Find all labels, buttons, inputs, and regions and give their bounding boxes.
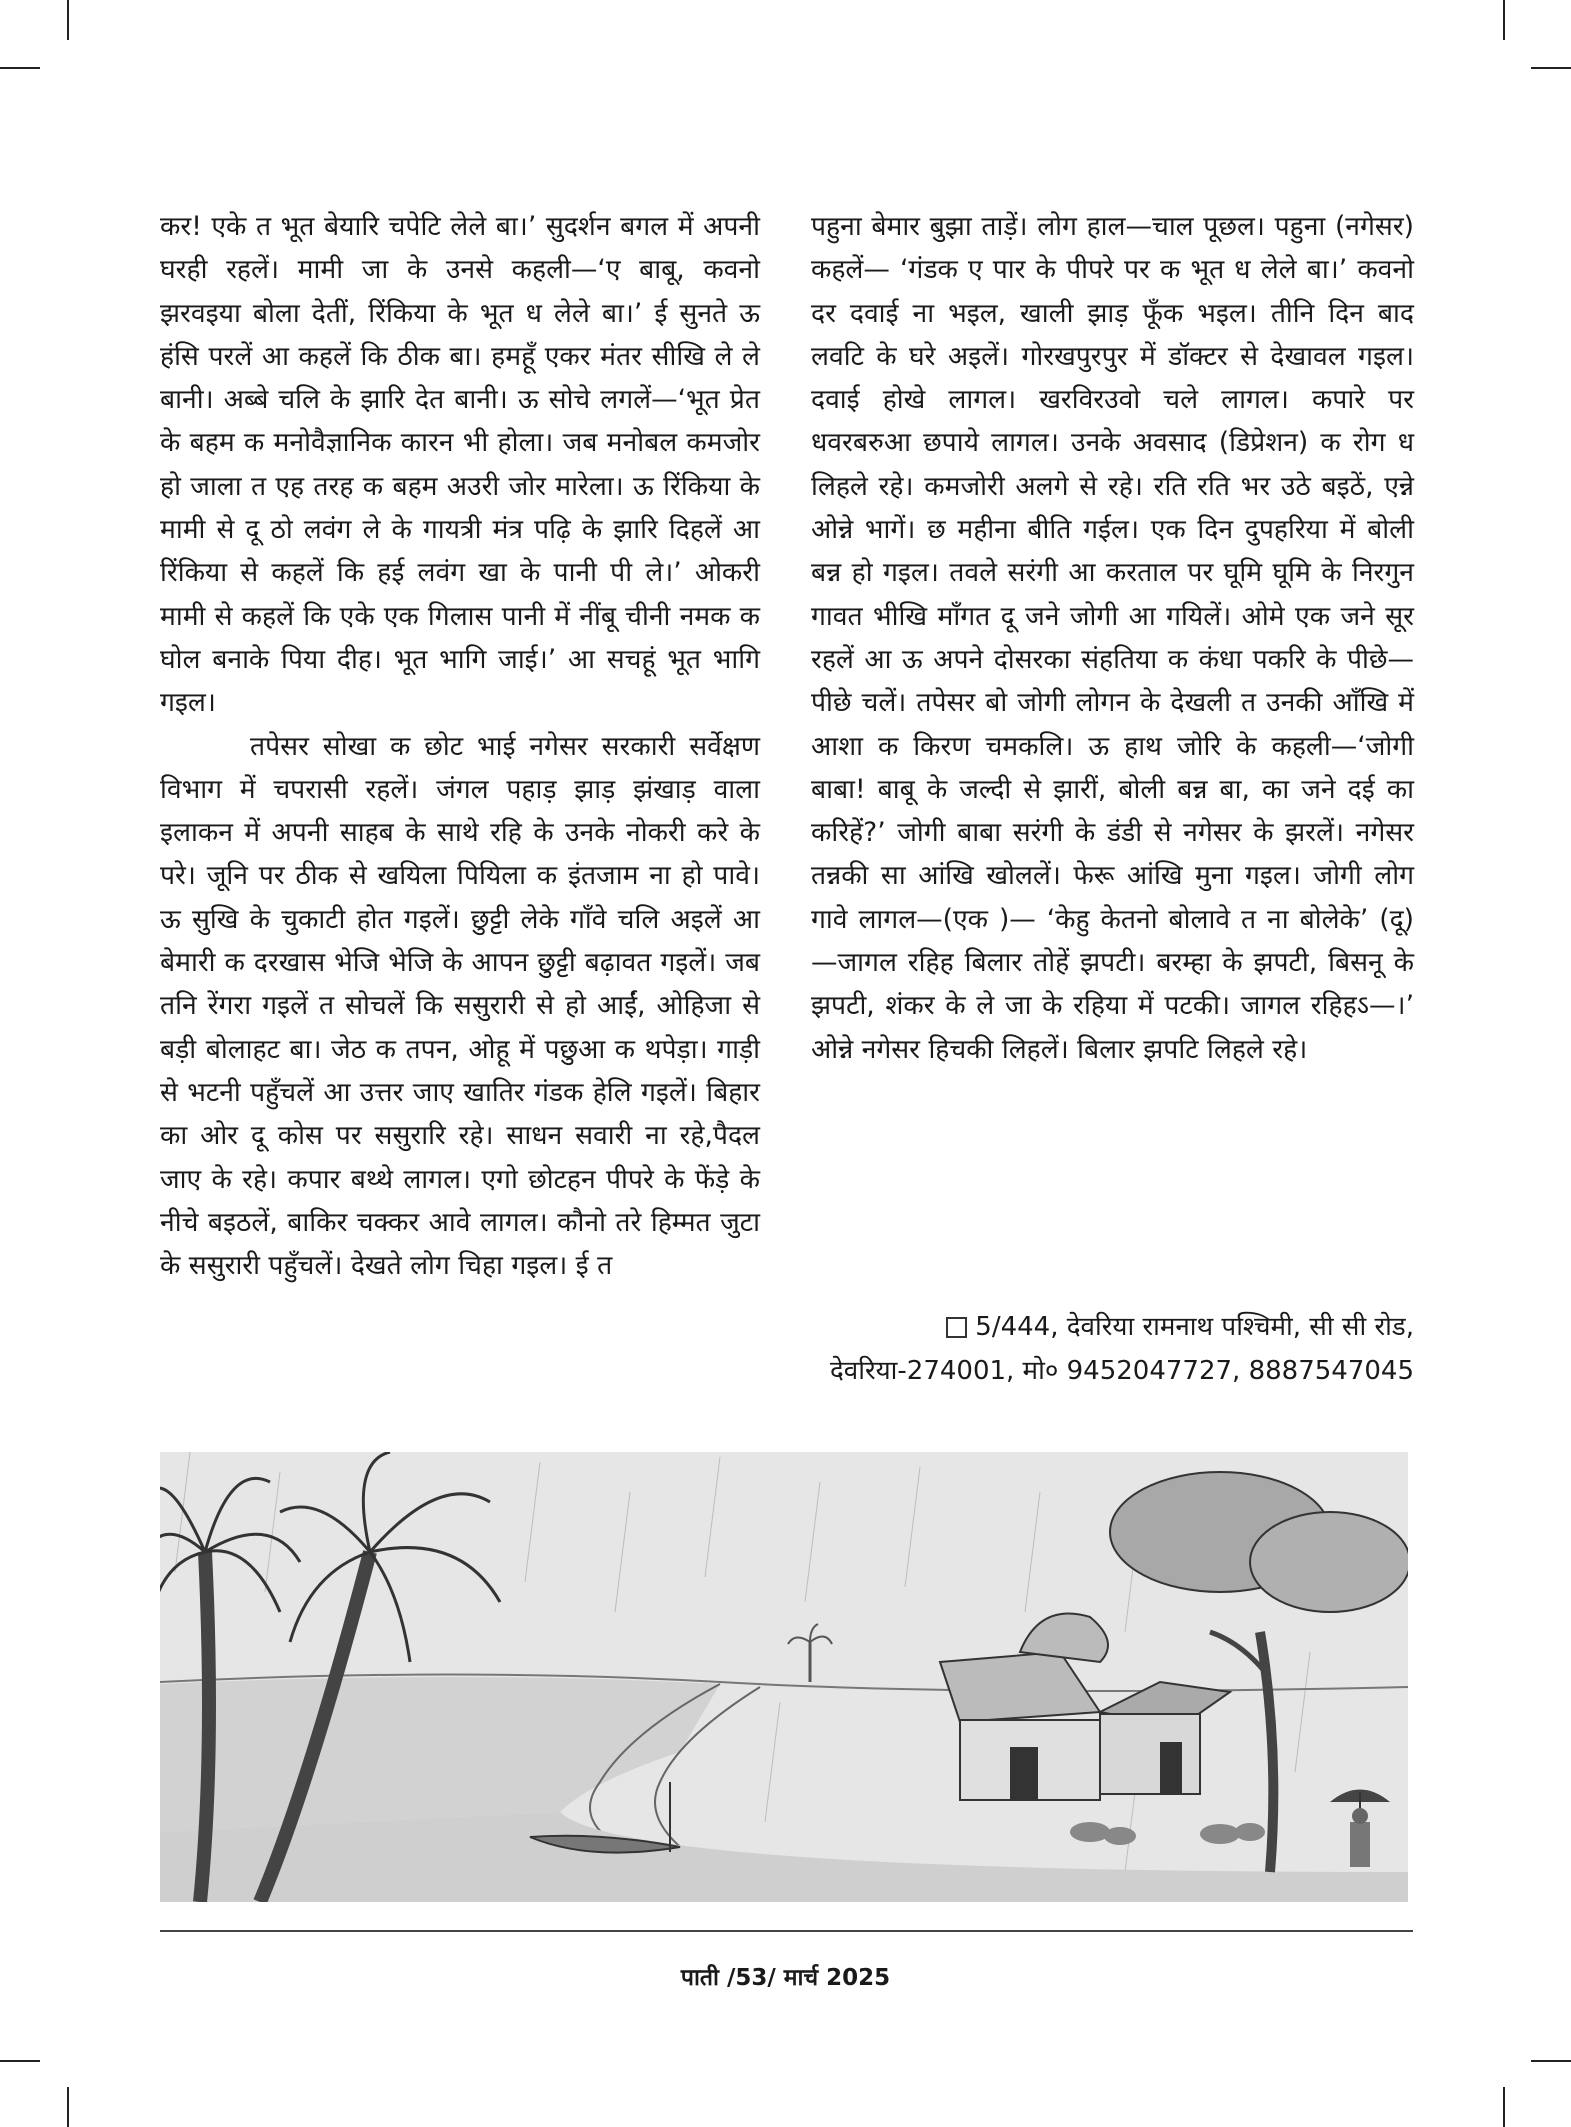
left-column <box>160 205 760 1287</box>
crop-mark <box>1503 0 1505 40</box>
paragraph: कर! एके त भूत बेयारि चपेटि लेले बा।’ सुदर्शन बगल में अपनी घरही रहलें। मामी जा के उनसे कहली—‘ए बाबू, कवनो झरवइया बोला देतीं, रिंकिया के भूत ध लेले बा।’ ई सुनते ऊ हंसि परलें आ कहलें कि ठीक बा। हमहूँ एकर मंतर सीखि ले ले बानी। अब्बे चलि के झारि देत बानी। ऊ सोचे लगलें—‘भूत प्रेत के बहम क मनोवैज्ञानिक कारन भी होला। जब मनोबल कमजोर हो जाला त एह तरह क बहम अउरी जोर मारेला। ऊ रिंकिया के मामी से दू ठो लवंग ले के गायत्री मंत्र पढ़ि के झारि दिहलें आ रिंकिया से कहलें कि हई लवंग खा के पानी पी ले।’ ओकरी मामी से कहलें कि एके एक गिलास पानी में नींबू चीनी नमक क घोल बनाके पिया दीह। भूत भागि जाई।’ आ सचहूं भूत भागि गइल। <box>160 211 760 719</box>
paragraph: तपेसर सोखा क छोट भाई नगेसर सरकारी सर्वेक्षण विभाग में चपरासी रहलें। जंगल पहाड़ झाड़ झंखाड़ वाला इलाकन में अपनी साहब के साथे रहि के उनके नोकरी करे के परे। जूनि पर ठीक से खयिला पियिला क इंतजाम ना हो पावे। ऊ सुखि के चुकाटी होत गइलें। छुट्टी लेके गाँवे चलि अइलें आ बेमारी क दरखास भेजि भेजि के आपन छुट्टी बढ़ावत गइलें। जब तनि रेंगरा गइलें त सोचलें कि ससुरारी से हो आईं, ओहिजा से बड़ी बोलाहट बा। जेठ क तपन, ओहू में पछुआ क थपेड़ा। गाड़ी से भटनी पहुँचलें आ उत्तर जाए खातिर गंडक हेलि गइलें। बिहार का ओर दू कोस पर ससुरारि रहे। साधन सवारी ना रहे,पैदल जाए के रहे। कपार बथ्थे लागल। एगो छोटहन पीपरे के फेंड़े के नीचे बइठलें, बाकिर चक्कर आवे लागल। कौनो तरे हिम्मत जुटा के ससुरारी पहुँचलें। देखते लोग चिहा गइल। ई त <box>160 730 760 1282</box>
pencil-sketch-illustration <box>160 1452 1408 1902</box>
crop-mark <box>1531 2060 1571 2062</box>
address-text: 5/444, देवरिया रामनाथ पश्चिमी, सी सी रोड, देवरिया-274001, मो० 9452047727, 8887547045 <box>829 1312 1414 1386</box>
paragraph: पहुना बेमार बुझा ताड़ें। लोग हाल—चाल पूछल। पहुना (नगेसर) कहलें— ‘गंडक ए पार के पीपरे पर क भूत ध लेले बा।’ कवनो दर दवाई ना भइल, खाली झाड़ फूँक भइल। तीनि दिन बाद लवटि के घरे अइलें। गोरखपुरपुर में डॉक्टर से देखावल गइल। दवाई होखे लागल। खरविरउवो चले लागल। कपारे पर धवरबरुआ छपाये लागल। उनके अवसाद (डिप्रेशन) क रोग ध लिहले रहे। कमजोरी अलगे से रहे। रति रति भर उठे बइठें, एन्ने ओन्ने भागें। छ महीना बीति गईल। एक दिन दुपहरिया में बोली बन्न हो गइल। तवले सरंगी आ करताल पर घूमि घूमि के निरगुन गावत भीखि माँगत दू जने जोगी आ गयिलें। ओमे एक जने सूर रहलें आ ऊ अपने दोसरका संहतिया क कंधा पकरि के पीछे—पीछे चलें। तपेसर बो जोगी लोगन के देखली त उनकी आँखि में आशा क किरण चमकलि। ऊ हाथ जोरि के कहली—‘जोगी बाबा! बाबू के जल्दी से झारीं, बोली बन्न बा, का जने दई का करिहें?’ जोगी बाबा सरंगी के डंडी से नगेसर के झरलें। नगेसर तन्नकी सा आंखि खोललें। फेरू आंखि मुना गइल। जोगी लोग गावे लागल—(एक )— ‘केहु केतनो बोलावे त ना बोलेके’ (दू)—जागल रहिह बिलार तोहें झपटी। बरम्हा के झपटी, बिसनू के झपटी, शंकर के ले जा के रहिया में पटकी। जागल रहिहऽ—।’ ओन्ने नगेसर हिचकी लिहलें। बिलार झपटि लिहले रहे। <box>811 211 1414 1065</box>
crop-mark <box>0 2060 40 2062</box>
crop-mark <box>67 2087 69 2127</box>
bullet-square-icon <box>946 1317 967 1338</box>
crop-mark <box>0 67 40 69</box>
right-column <box>811 205 1414 1071</box>
crop-mark <box>67 0 69 40</box>
footer-rule <box>160 1930 1413 1932</box>
page-footer: पाती /53/ मार्च 2025 <box>680 1965 891 1991</box>
author-address <box>811 1305 1414 1393</box>
crop-mark <box>1503 2087 1505 2127</box>
crop-mark <box>1531 67 1571 69</box>
